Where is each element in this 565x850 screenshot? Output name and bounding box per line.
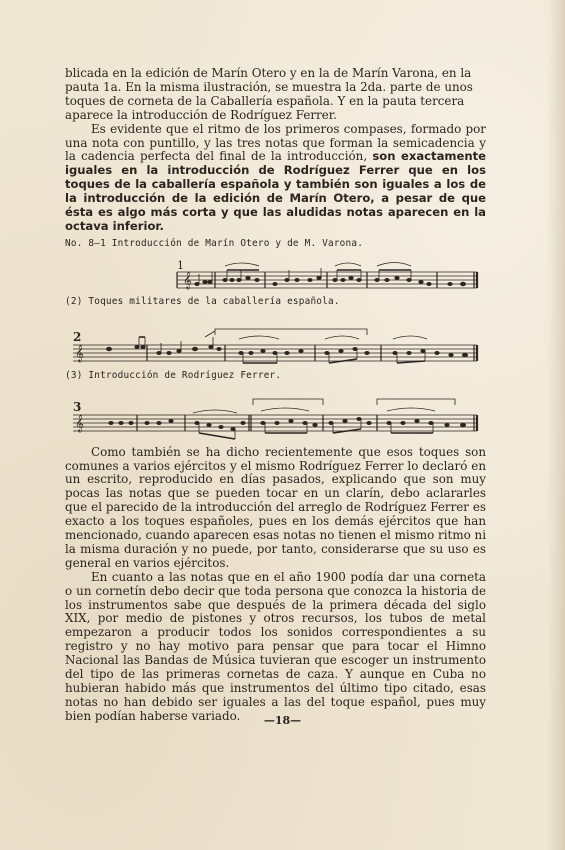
music-staff-3 [65,383,486,445]
paragraph-4: En cuanto a las notas que en el año 1900 podía dar una corneta o un cornetín debo decir que toda persona que conozca la historia de los instrumentos sabe que después de la primera década del siglo XIX, por medio de pistones y otros recursos, los tubos de metal empezaron a producir todos los sonidos correspondientes a su registro y no hay motivo para pensar que para tocar el Himno Nacional las Bandas de Música tuvieran que escoger un instrumento del tipo de las primeras cornetas de caza. Y aunque en Cuba no hubieran habido más que instrumentos del último tipo citado, esas notas no han debido ser iguales a las del toque español, pues muy bien podían haberse variado. [65,569,486,723]
treble-clef-1-icon: 𝄞 [183,270,192,289]
music-notation-2 [65,309,486,369]
treble-clef-3-icon: 𝄞 [75,413,84,432]
staff-number-1: 1 [177,258,184,272]
stems-slurs-2 [139,329,427,363]
notes-1 [194,276,466,286]
staff-number-2: 2 [73,329,82,344]
notes-2 [106,345,468,357]
paragraph-2-normal: Es evidente que el ritmo de los primeros compases, formado por una nota con puntillo, y las tres notas que forman la semicadencia y la cadencia perfecta del final de la introducción, [65,121,486,164]
music-staff-1 [65,251,486,295]
example-3-caption: (3) Introducción de Rodríguez Ferrer. [65,369,282,381]
treble-clef-2-icon: 𝄞 [75,343,84,362]
music-staff-2 [65,309,486,369]
paragraph-2 [65,123,486,234]
page-content [65,67,486,724]
page-number: —18— [263,714,302,727]
example-1-caption: No. 8—1 Introducción de Marín Otero y de M. Varona. [65,237,364,249]
music-notation-1 [65,251,486,295]
example-2-caption: (2) Toques militares de la caballería española. [65,295,340,307]
music-notation-3 [65,383,486,445]
paragraph-2-bold: son exactamente iguales en la introducción de Rodríguez Ferrer que en los toques de la caballería española y también son iguales a los de la introducción de la edición de Marín Otero, a pesar de que ésta es algo más corta y que las aludidas notas aparecen en la octava inferior. [65,149,486,233]
staff-number-3: 3 [73,399,82,414]
paragraph-1: blicada en la edición de Marín Otero y en la de Marín Varona, en la pauta 1a. En la misma ilustración, se muestra la 2da. parte de unos toques de corneta de la Caballería española. Y en la pauta tercera aparece la introducción de Rodríguez Ferrer. [65,66,473,122]
paragraph-3: Como también se ha dicho recientemente que esos toques son comunes a varios ejércitos y el mismo Rodríguez Ferrer lo declaró en un escrito, reproducido en días pasados, explicando que son muy pocas las notas que se pueden tocar en un clarín, debo aclararles que el parecido de la introducción del arreglo de Rodríguez Ferrer es exacto a los toques españoles, pues en los demás ejércitos que han mencionado, cuando aparecen esas notas no tienen el mismo ritmo ni la misma duración y no puede, por tanto, considerarse que su uso es general en varios ejércitos. [65,444,486,570]
